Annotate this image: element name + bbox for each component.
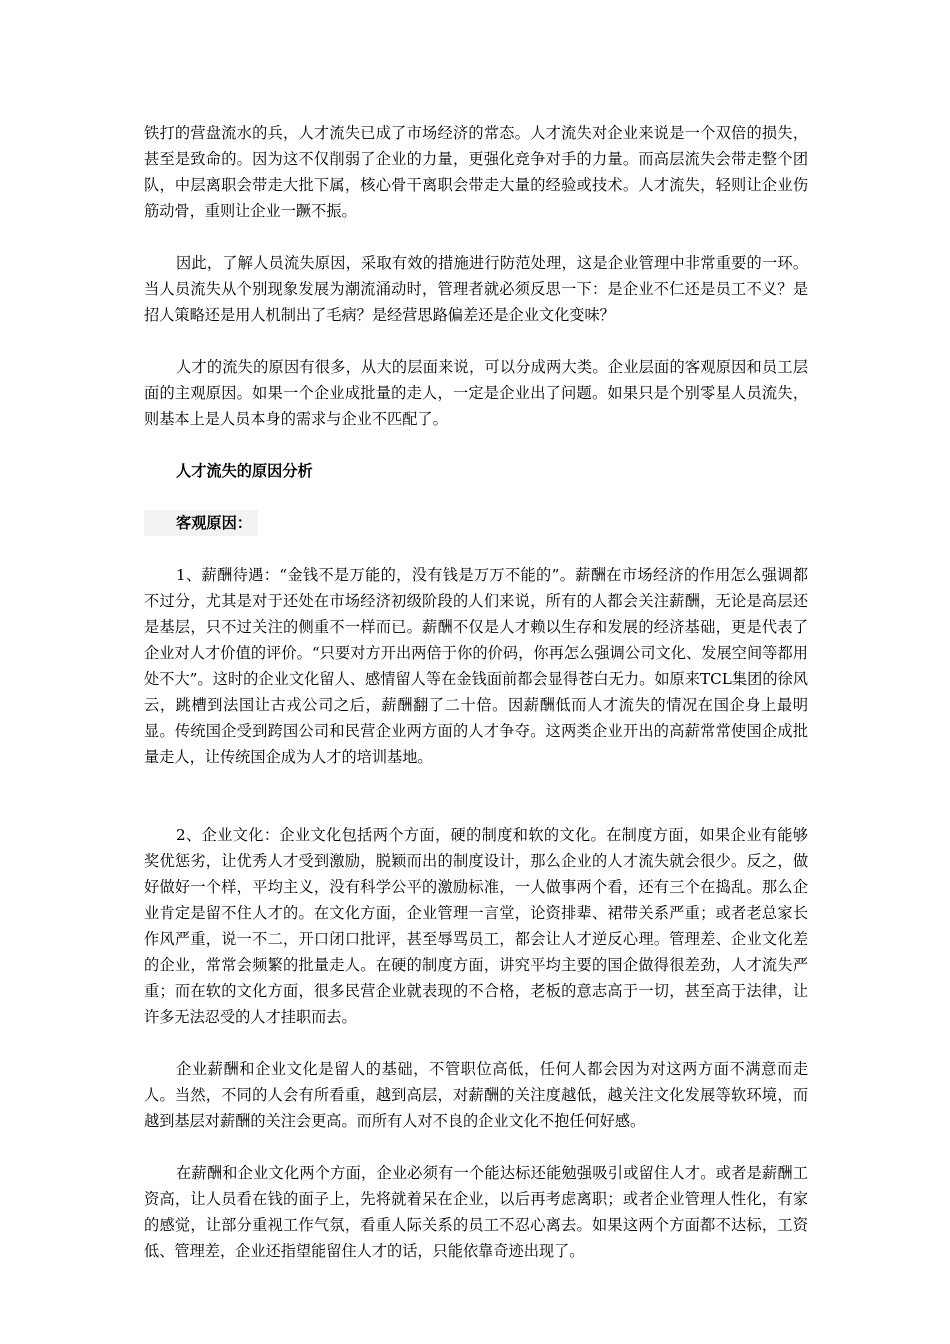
paragraph-culture: 2、企业文化：企业文化包括两个方面，硬的制度和软的文化。在制度方面，如果企业有能够奖优惩劣，让优秀人才受到激励，脱颖而出的制度设计，那么企业的人才流失就会很少。反之，做好做好一个样，平均主义，没有科学公平的激励标准，一人做事两个看，还有三个在捣乱。那么企业肯定是留不住人才的。在文化方面，企业管理一言堂，论资排辈、裙带关系严重；或者老总家长作风严重，说一不二，开口闭口批评，甚至辱骂员工，都会让人才逆反心理。管理差、企业文化差的企业，常常会频繁的批量走人。在硬的制度方面，讲究平均主要的国企做得很差劲，人才流失严重；而在软的文化方面，很多民营企业就表现的不合格，老板的意志高于一切，甚至高于法律，让许多无法忍受的人才挂职而去。 (144, 826, 808, 1026)
spacer (144, 432, 808, 458)
spacer (144, 536, 808, 562)
section-heading: 人才流失的原因分析 (176, 462, 313, 480)
spacer (144, 1134, 808, 1160)
document-page (144, 120, 808, 1264)
paragraph-reasons: 因此，了解人员流失原因，采取有效的措施进行防范处理，这是企业管理中非常重要的一环。当人员流失从个别现象发展为潮流涌动时，管理者就必须反思一下：是企业不仁还是员工不义？是招人策略还是用人机制出了毛病？是经营思路偏差还是企业文化变味？ (144, 254, 808, 324)
spacer (144, 328, 808, 354)
paragraph-conclusion: 在薪酬和企业文化两个方面，企业必须有一个能达标还能勉强吸引或留住人才。或者是薪酬工资高，让人员看在钱的面子上，先将就着呆在企业，以后再考虑离职；或者企业管理人性化，有家的感觉，让部分重视工作气氛，看重人际关系的员工不忍心离去。如果这两个方面都不达标，工资低、管理差，企业还指望能留住人才的话，只能依靠奇迹出现了。 (144, 1164, 808, 1260)
subsection-heading-text: 客观原因： (144, 510, 258, 536)
paragraph-foundation: 企业薪酬和企业文化是留人的基础，不管职位高低，任何人都会因为对这两方面不满意而走人。当然，不同的人会有所看重，越到高层，对薪酬的关注度越低，越关注文化发展等软环境，而越到基层对薪酬的关注会更高。而所有人对不良的企业文化不抱任何好感。 (144, 1060, 808, 1130)
spacer (144, 224, 808, 250)
spacer (144, 770, 808, 822)
spacer (144, 484, 808, 510)
paragraph-intro: 铁打的营盘流水的兵，人才流失已成了市场经济的常态。人才流失对企业来说是一个双倍的损失，甚至是致命的。因为这不仅削弱了企业的力量，更强化竞争对手的力量。而高层流失会带走整个团队，中层离职会带走大批下属，核心骨干离职会带走大量的经验或技术。人才流失，轻则让企业伤筋动骨，重则让企业一蹶不振。 (144, 124, 808, 220)
paragraph-salary: 1、薪酬待遇：“金钱不是万能的，没有钱是万万不能的”。薪酬在市场经济的作用怎么强调都不过分，尤其是对于还处在市场经济初级阶段的人们来说，所有的人都会关注薪酬，无论是高层还是基层，只不过关注的侧重不一样而已。薪酬不仅是人才赖以生存和发展的经济基础，更是代表了企业对人才价值的评价。“只要对方开出两倍于你的价码，你再怎么强调公司文化、发展空间等都用处不大”。这时的企业文化留人、感情留人等在金钱面前都会显得苍白无力。如原来TCL集团的徐风云，跳槽到法国让古戎公司之后，薪酬翻了二十倍。因薪酬低而人才流失的情况在国企身上最明显。传统国企受到跨国公司和民营企业两方面的人才争夺。这两类企业开出的高薪常常使国企成批量走人，让传统国企成为人才的培训基地。 (144, 566, 808, 766)
paragraph-categories: 人才的流失的原因有很多，从大的层面来说，可以分成两大类。企业层面的客观原因和员工层面的主观原因。如果一个企业成批量的走人，一定是企业出了问题。如果只是个别零星人员流失，则基本上是人员本身的需求与企业不匹配了。 (144, 358, 808, 428)
spacer (144, 1030, 808, 1056)
subsection-heading (144, 510, 808, 536)
